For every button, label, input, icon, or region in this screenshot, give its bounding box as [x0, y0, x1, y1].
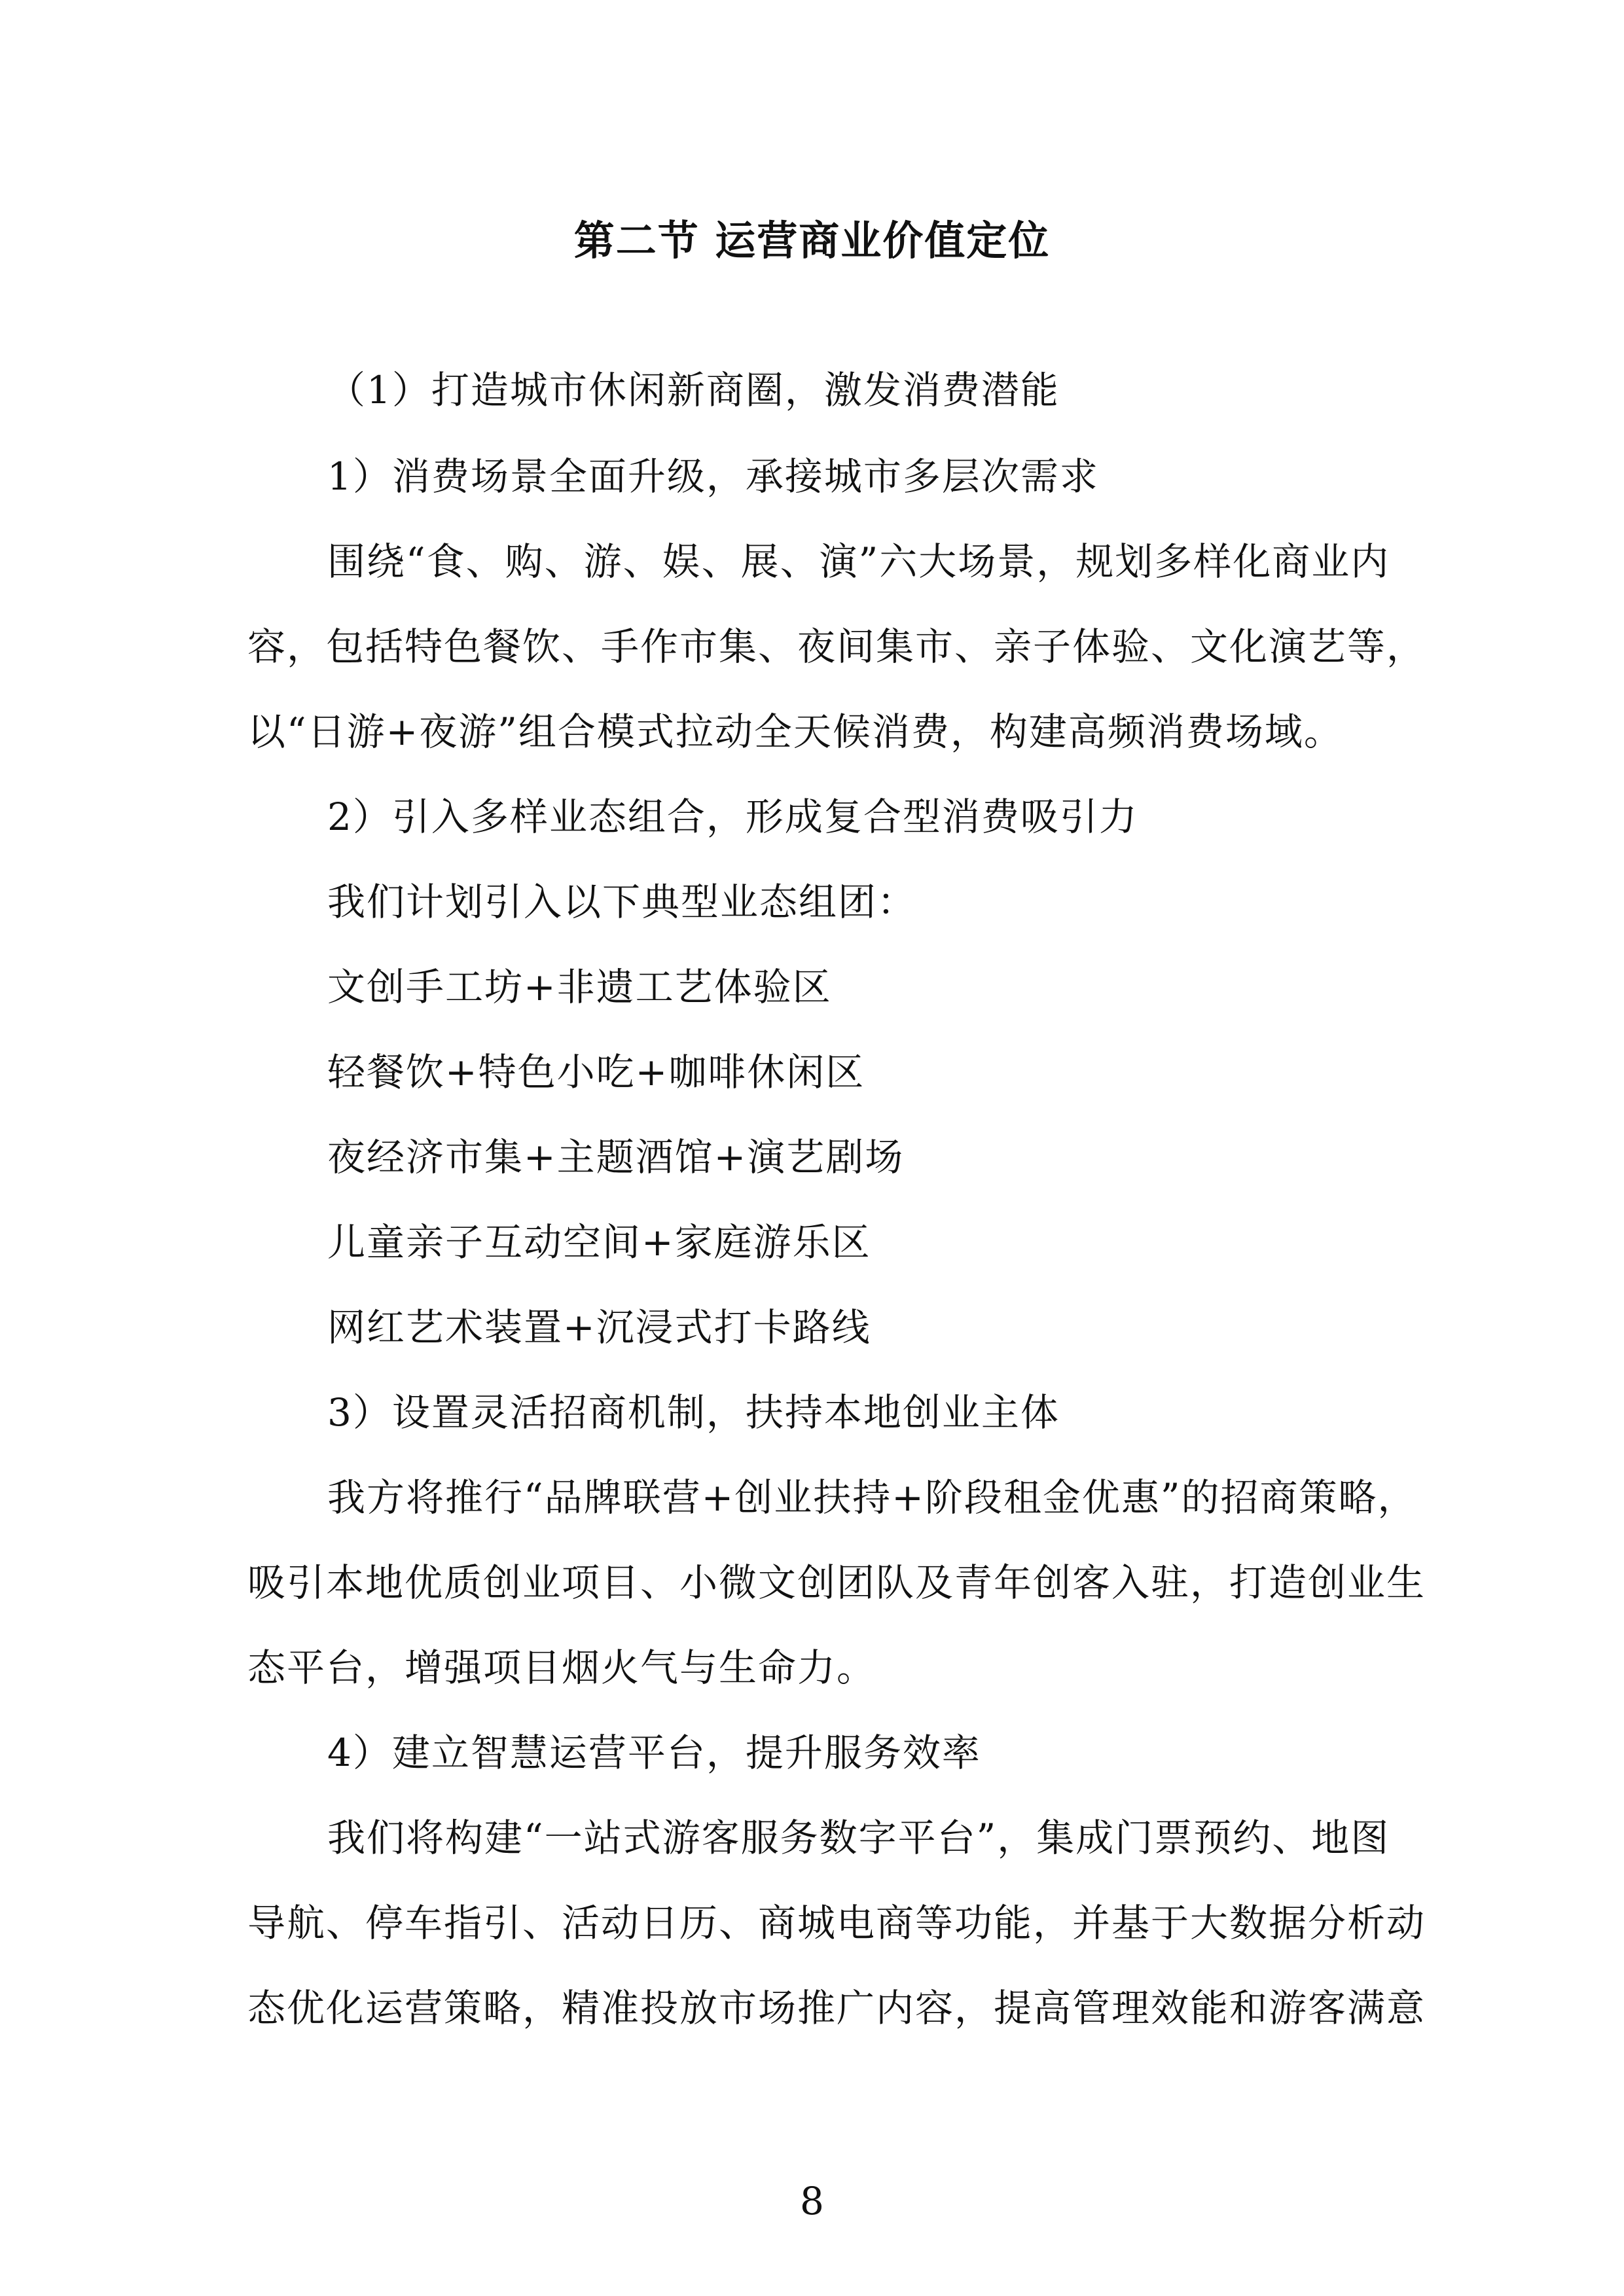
paragraph-3-line-1: 我方将推行“品牌联营+创业扶持+阶段租金优惠”的招商策略，: [327, 1475, 1417, 1520]
paragraph-1-line-2: 容，包括特色餐饮、手作市集、夜间集市、亲子体验、文化演艺等，: [247, 624, 1426, 669]
section-heading: （1）打造城市休闲新商圈，激发消费潜能: [327, 368, 1060, 412]
paragraph-2-intro: 我们计划引入以下典型业态组团：: [327, 880, 917, 924]
paragraph-4-line-3: 态优化运营策略，精准投放市场推广内容，提高管理效能和游客满意: [247, 1986, 1426, 2030]
paragraph-1-line-3: 以“日游+夜游”组合模式拉动全天候消费，构建高频消费场域。: [247, 709, 1343, 754]
paragraph-3-line-3: 态平台，增强项目烟火气与生命力。: [247, 1645, 876, 1690]
page-number: 8: [800, 2179, 824, 2223]
page-title: 第二节 运营商业价值定位: [573, 217, 1051, 264]
paragraph-3-line-2: 吸引本地优质创业项目、小微文创团队及青年创客入驻，打造创业生: [247, 1560, 1426, 1605]
cluster-item: 文创手工坊+非遗工艺体验区: [327, 965, 832, 1009]
subheading-3: 3）设置灵活招商机制，扶持本地创业主体: [327, 1390, 1060, 1435]
paragraph-4-line-2: 导航、停车指引、活动日历、商城电商等功能，并基于大数据分析动: [247, 1901, 1426, 1945]
subheading-4: 4）建立智慧运营平台，提升服务效率: [327, 1731, 981, 1775]
subheading-1: 1）消费场景全面升级，承接城市多层次需求: [327, 454, 1099, 499]
cluster-item: 网红艺术装置+沉浸式打卡路线: [327, 1305, 871, 1350]
cluster-item: 夜经济市集+主题酒馆+演艺剧场: [327, 1135, 905, 1179]
paragraph-1-line-1: 围绕“食、购、游、娱、展、演”六大场景，规划多样化商业内: [327, 539, 1390, 584]
subheading-2: 2）引入多样业态组合，形成复合型消费吸引力: [327, 795, 1138, 839]
paragraph-4-line-1: 我们将构建“一站式游客服务数字平台”，集成门票预约、地图: [327, 1816, 1390, 1860]
cluster-item: 儿童亲子互动空间+家庭游乐区: [327, 1220, 871, 1265]
cluster-item: 轻餐饮+特色小吃+咖啡休闲区: [327, 1050, 865, 1094]
